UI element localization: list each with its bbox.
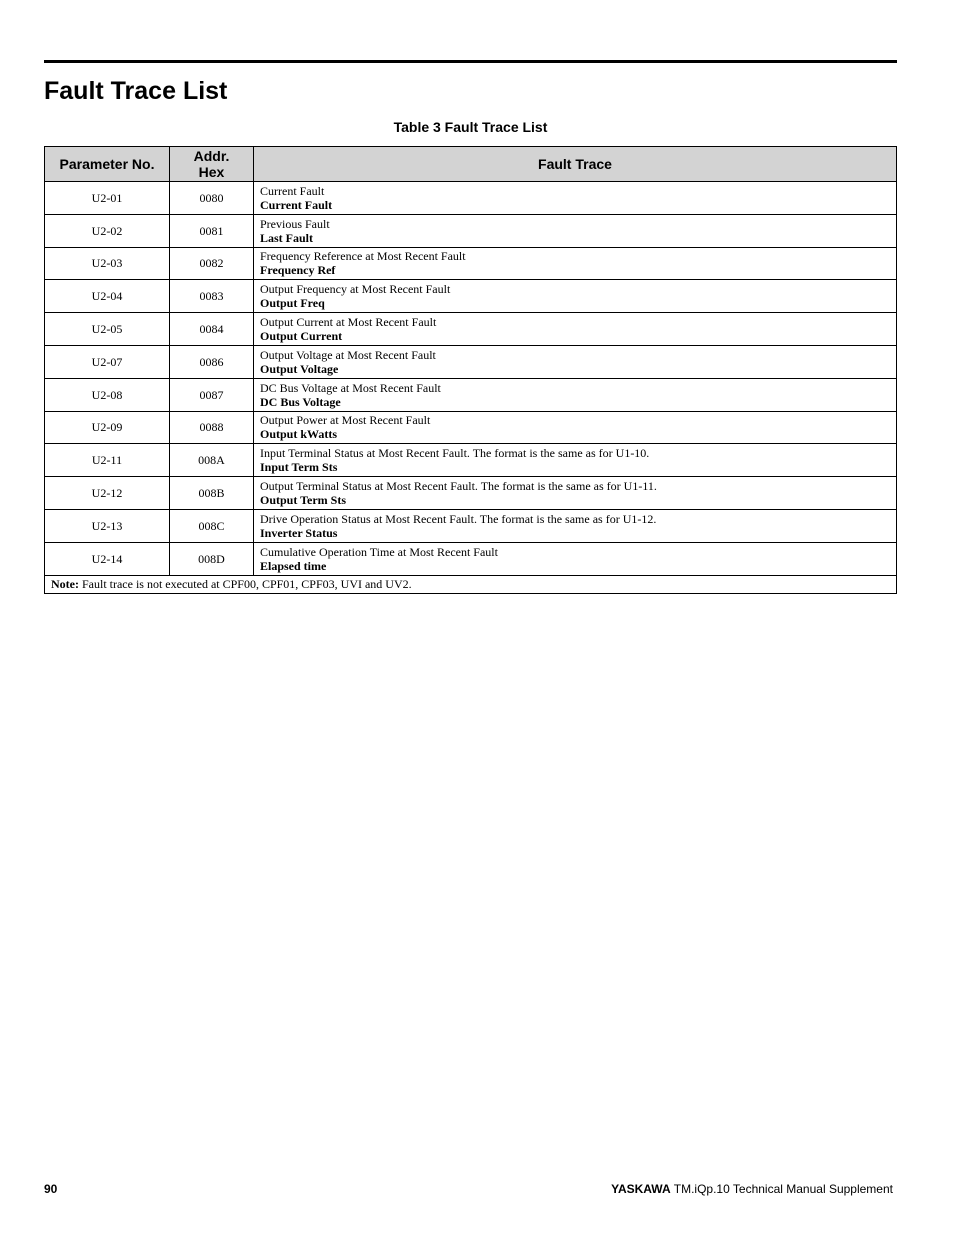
page-title: Fault Trace List (44, 77, 228, 105)
table-caption: Table 3 Fault Trace List (393, 119, 548, 135)
trace-cell (254, 411, 897, 444)
addr-cell: 0080 (170, 182, 254, 215)
addr-cell: 0088 (170, 411, 254, 444)
addr-cell: 008A (170, 444, 254, 477)
trace-display-name: Last Fault (260, 230, 314, 245)
param-cell: U2-09 (45, 411, 170, 444)
trace-cell (254, 214, 897, 247)
trace-cell (254, 477, 897, 510)
param-cell: U2-01 (45, 182, 170, 215)
table-row (45, 411, 897, 444)
table-note (45, 575, 897, 593)
trace-cell (254, 444, 897, 477)
trace-cell (254, 378, 897, 411)
table-row (45, 313, 897, 346)
trace-description: Output Current at Most Recent Fault (260, 315, 437, 330)
header-addr-line1: Addr. (193, 148, 230, 164)
trace-description: Output Terminal Status at Most Recent Fault. The format is the same as for U1-11. (260, 479, 657, 494)
trace-display-name: Input Term Sts (260, 460, 338, 475)
param-cell: U2-11 (45, 444, 170, 477)
addr-cell: 008D (170, 542, 254, 575)
trace-description: Previous Fault (260, 216, 330, 231)
trace-cell (254, 345, 897, 378)
trace-display-name: Frequency Ref (260, 263, 336, 278)
footer-brand: YASKAWA (611, 1182, 671, 1196)
page-number: 90 (44, 1182, 58, 1196)
param-cell: U2-05 (45, 313, 170, 346)
param-cell: U2-13 (45, 509, 170, 542)
table-row (45, 280, 897, 313)
header-addr-line2: Hex (198, 164, 225, 180)
addr-cell: 008C (170, 509, 254, 542)
top-rule (44, 60, 897, 63)
param-cell: U2-07 (45, 345, 170, 378)
trace-display-name: Inverter Status (260, 525, 338, 540)
trace-cell (254, 247, 897, 280)
header-addr-hex (170, 147, 254, 182)
trace-display-name: Output kWatts (260, 427, 338, 442)
trace-description: Cumulative Operation Time at Most Recent Fault (260, 544, 498, 559)
table-row (45, 345, 897, 378)
header-parameter-no: Parameter No. (45, 147, 170, 182)
trace-display-name: DC Bus Voltage (260, 394, 341, 409)
trace-display-name: Output Freq (260, 296, 325, 311)
table-row (45, 378, 897, 411)
note-label: Note: (51, 577, 79, 592)
trace-display-name: Output Current (260, 329, 343, 344)
param-cell: U2-02 (45, 214, 170, 247)
trace-description: Output Power at Most Recent Fault (260, 413, 431, 428)
addr-cell: 0083 (170, 280, 254, 313)
addr-cell: 008B (170, 477, 254, 510)
table-row (45, 509, 897, 542)
footer-document-title (611, 1182, 893, 1196)
addr-cell: 0084 (170, 313, 254, 346)
addr-cell: 0082 (170, 247, 254, 280)
footer-manual-title: TM.iQp.10 Technical Manual Supplement (670, 1182, 893, 1196)
trace-cell (254, 542, 897, 575)
param-cell: U2-08 (45, 378, 170, 411)
trace-description: DC Bus Voltage at Most Recent Fault (260, 380, 441, 395)
trace-description: Output Voltage at Most Recent Fault (260, 347, 436, 362)
trace-description: Current Fault (260, 183, 325, 198)
trace-cell (254, 182, 897, 215)
table-row (45, 542, 897, 575)
trace-description: Input Terminal Status at Most Recent Fault. The format is the same as for U1-10. (260, 446, 650, 461)
header-fault-trace: Fault Trace (254, 147, 897, 182)
param-cell: U2-04 (45, 280, 170, 313)
param-cell: U2-14 (45, 542, 170, 575)
addr-cell: 0081 (170, 214, 254, 247)
note-text: Fault trace is not executed at CPF00, CPF01, CPF03, UVI and UV2. (78, 577, 412, 592)
trace-cell (254, 280, 897, 313)
addr-cell: 0087 (170, 378, 254, 411)
trace-display-name: Output Term Sts (260, 493, 347, 508)
fault-trace-table (44, 146, 897, 594)
table-header-row (45, 147, 897, 182)
trace-description: Output Frequency at Most Recent Fault (260, 282, 451, 297)
table-row (45, 444, 897, 477)
trace-description: Frequency Reference at Most Recent Fault (260, 249, 466, 264)
table-row (45, 247, 897, 280)
param-cell: U2-12 (45, 477, 170, 510)
param-cell: U2-03 (45, 247, 170, 280)
table-row (45, 214, 897, 247)
trace-description: Drive Operation Status at Most Recent Fault. The format is the same as for U1-12. (260, 511, 657, 526)
trace-display-name: Elapsed time (260, 558, 327, 573)
trace-cell (254, 313, 897, 346)
addr-cell: 0086 (170, 345, 254, 378)
table-row (45, 477, 897, 510)
trace-display-name: Output Voltage (260, 361, 339, 376)
trace-display-name: Current Fault (260, 197, 333, 212)
table-row (45, 182, 897, 215)
table-note-row (45, 575, 897, 593)
trace-cell (254, 509, 897, 542)
